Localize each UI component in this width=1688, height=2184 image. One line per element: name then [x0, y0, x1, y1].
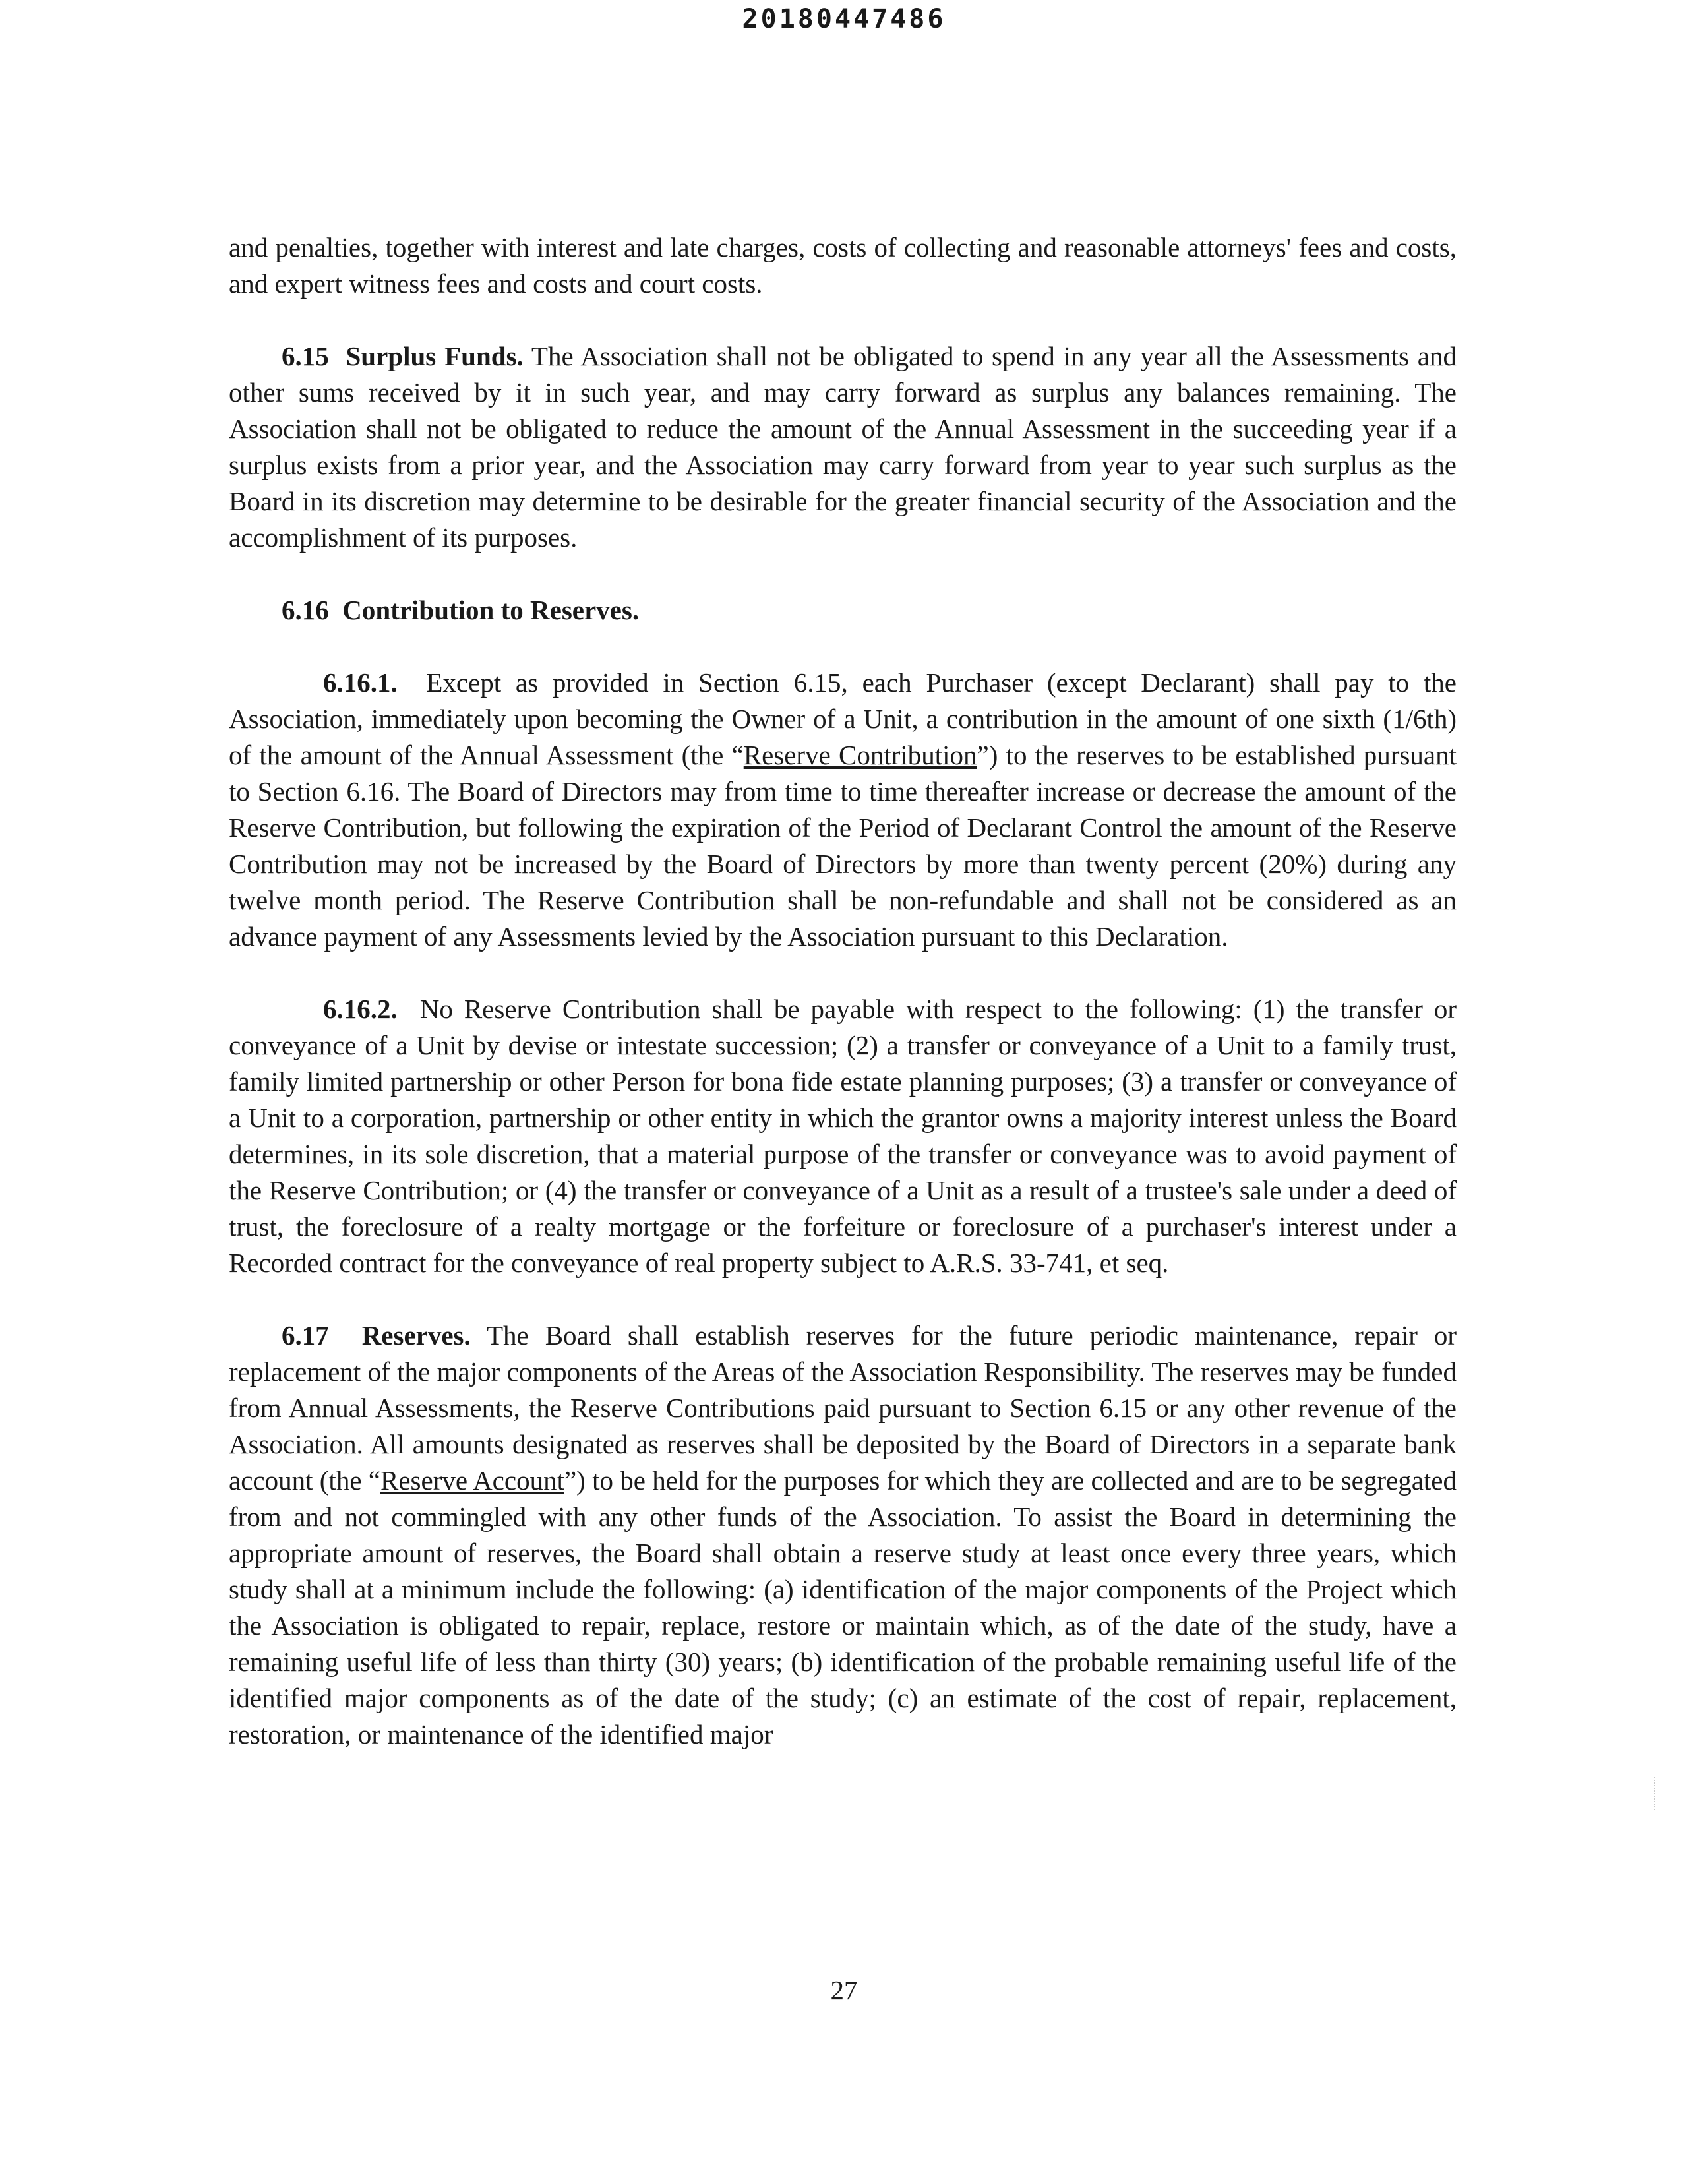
subsection-number: 6.16.1.: [323, 667, 398, 698]
section-number: 6.15: [282, 341, 329, 371]
paragraph-continuation: and penalties, together with interest and late charges, costs of collecting and reasonable attorneys' fees and costs, and expert witness fees and costs and court costs.: [229, 232, 1457, 299]
document-body: [229, 229, 1457, 1789]
section-text-b: ”) to be held for the purposes for which they are collected and are to be segregated from and not commingled with any other funds of the Association. To assist the Board in determining the appropriate amount of reserves, the Board shall obtain a reserve study at least once every three years, which study shall at a minimum include the following: (a) identification of the major components of the Project which the Association is obligated to repair, replace, restore or maintain which, as of the date of the study, have a remaining useful life of less than thirty (30) years; (b) identification of the probable remaining useful life of the identified major components as of the date of the study; (c) an estimate of the cost of repair, replacement, restoration, or maintenance of the identified major: [229, 1465, 1457, 1749]
subsection-text-a: Except as provided in Section 6.15, each Purchaser (except Declarant) shall pay to the Association, immediately upon becoming the Owner of a Unit, a contribution in the amount of one sixth (1/6th) of the amount of the Annual Assessment (the “: [229, 667, 1457, 770]
section-6-16: [229, 592, 1457, 628]
section-text: The Association shall not be obligated to spend in any year all the Assessments and other sums received by it in such year, and may carry forward as surplus any balances remaining. The Association shall not be obligated to reduce the amount of the Annual Assessment in the succeeding year if a surplus exists from a prior year, and the Association may carry forward from year to year such surplus as the Board in its discretion may determine to be desirable for the greater financial security of the Association and the accomplishment of its purposes.: [229, 341, 1457, 553]
section-title: Reserves.: [361, 1320, 471, 1350]
subsection-text-b: ”) to the reserves to be established pursuant to Section 6.16. The Board of Directors may from time to time thereafter increase or decrease the amount of the Reserve Contribution, but following the expiration of the Period of Declarant Control the amount of the Reserve Contribution may not be increased by the Board of Directors by more than twenty percent (20%) during any twelve month period. The Reserve Contribution shall be non-refundable and shall not be considered as an advance payment of any Assessments levied by the Association pursuant to this Declaration.: [229, 740, 1457, 952]
page-number: 27: [830, 1975, 858, 2005]
scan-margin-mark: [1654, 1777, 1656, 1810]
section-text-a: The Board shall establish reserves for the future periodic maintenance, repair or replacement of the major components of the Areas of the Association Responsibility. The reserves may be funded from Annual Assessments, the Reserve Contributions paid pursuant to Section 6.15 or any other revenue of the Association. All amounts designated as reserves shall be deposited by the Board of Directors in a separate bank account (the “: [229, 1320, 1457, 1496]
subsection-number: 6.16.2.: [323, 994, 398, 1024]
subsection-text: No Reserve Contribution shall be payable with respect to the following: (1) the transfer or conveyance of a Unit by devise or intestate succession; (2) a transfer or conveyance of a Unit to a family trust, family limited partnership or other Person for bona fide estate planning purposes; (3) a transfer or conveyance of a Unit to a corporation, partnership or other entity in which the grantor owns a majority interest unless the Board determines, in its sole discretion, that a material purpose of the transfer or conveyance was to avoid payment of the Reserve Contribution; or (4) the transfer or conveyance of a Unit as a result of a trustee's sale under a deed of trust, the foreclosure of a realty mortgage or the forfeiture or foreclosure of a purchaser's interest under a Recorded contract for the conveyance of real property subject to A.R.S. 33-741, et seq.: [229, 994, 1457, 1278]
section-6-16-2: [229, 991, 1457, 1281]
section-6-17: [229, 1318, 1457, 1753]
section-number: 6.17: [282, 1320, 329, 1350]
defined-term-reserve-contribution: Reserve Contribution: [743, 740, 977, 770]
section-6-16-1: [229, 665, 1457, 955]
section-number: 6.16: [282, 595, 329, 625]
section-title: Surplus Funds.: [346, 341, 524, 371]
defined-term-reserve-account: Reserve Account: [380, 1465, 564, 1496]
section-6-15: [229, 338, 1457, 556]
section-title: Contribution to Reserves.: [342, 595, 640, 625]
document-number: 20180447486: [742, 4, 946, 34]
